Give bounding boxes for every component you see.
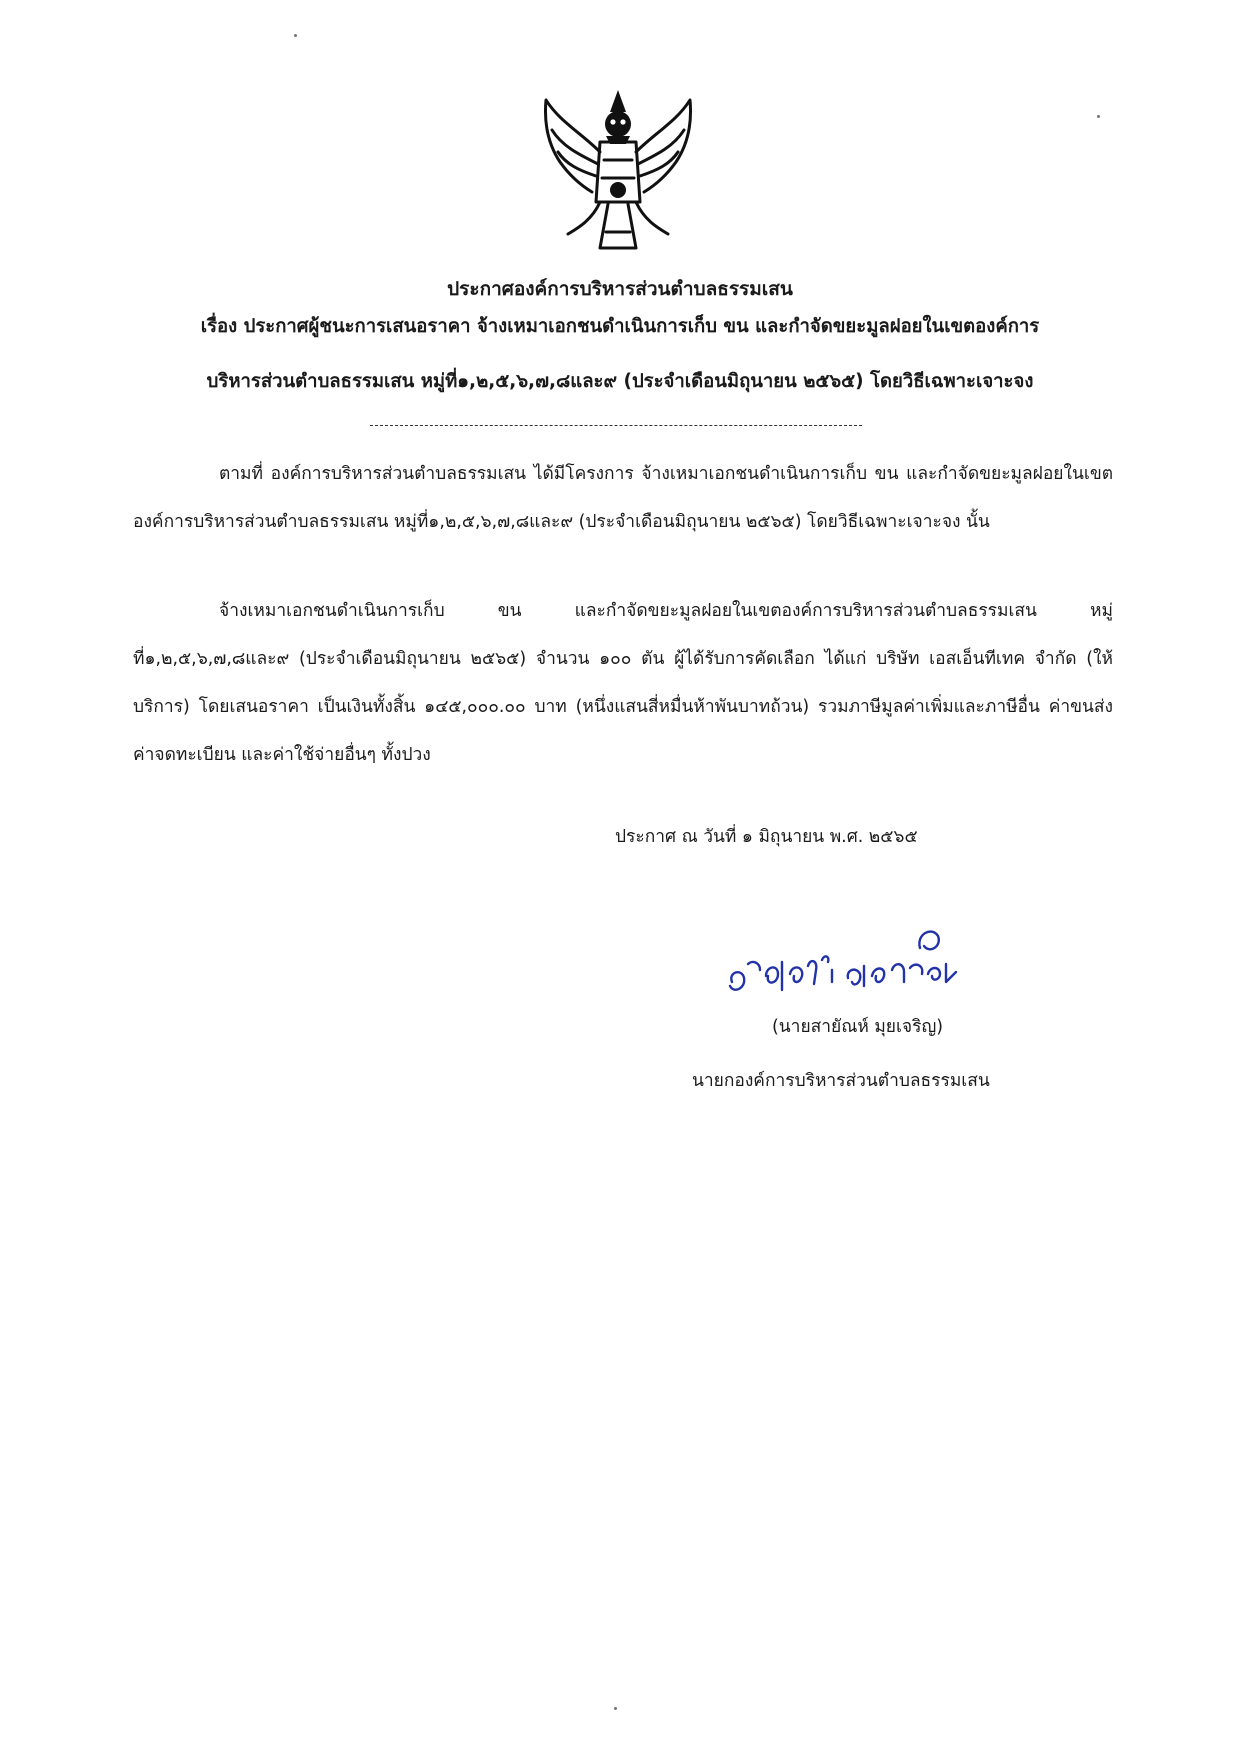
scan-speck (1097, 115, 1100, 118)
signer-name: (นายสายัณห์ มุยเจริญ) (772, 1017, 944, 1037)
subject-line-2: บริหารส่วนตำบลธรรมเสน หมู่ที่๑,๒,๕,๖,๗,๘และ๙ (ประจำเดือนมิถุนายน ๒๕๖๕) โดยวิธีเฉพาะเจาะจง (206, 371, 1034, 392)
paragraph-award: จ้างเหมาเอกชนดำเนินการเก็บ ขน และกำจัดขยะมูลฝอยในเขตองค์การบริหารส่วนตำบลธรรมเสน หมู่ที่๑,๒,๕,๖,๗,๘และ๙ (ประจำเดือนมิถุนายน ๒๕๖๕) จำนวน ๑๐๐ ตัน ผู้ได้รับการคัดเลือก ได้แก่ บริษัท เอสเอ็นทีเทค จำกัด (ให้บริการ) โดยเสนอราคา เป็นเงินทั้งสิ้น ๑๔๕,๐๐๐.๐๐ บาท (หนึ่งแสนสี่หมื่นห้าพันบาทถ้วน) รวมภาษีมูลค่าเพิ่มและภาษีอื่น ค่าขนส่ง ค่าจดทะเบียน และค่าใช้จ่ายอื่นๆ ทั้งปวง (133, 601, 1114, 765)
scan-speck (294, 34, 297, 37)
scan-speck (614, 1707, 617, 1710)
announcement-date: ประกาศ ณ วันที่ ๑ มิถุนายน พ.ศ. ๒๕๖๕ (615, 827, 918, 847)
handwritten-signature (720, 920, 995, 1012)
header-title: ประกาศองค์การบริหารส่วนตำบลธรรมเสน (447, 278, 793, 300)
paragraph-project: ตามที่ องค์การบริหารส่วนตำบลธรรมเสน ได้มีโครงการ จ้างเหมาเอกชนดำเนินการเก็บ ขน และกำจัดขยะมูลฝอยในเขตองค์การบริหารส่วนตำบลธรรมเสน หมู่ที่๑,๒,๕,๖,๗,๘และ๙ (ประจำเดือนมิถุนายน ๒๕๖๕) โดยวิธีเฉพาะเจาะจง นั้น (133, 464, 1113, 532)
signer-position: นายกองค์การบริหารส่วนตำบลธรรมเสน (692, 1071, 990, 1091)
subject-line-1: เรื่อง ประกาศผู้ชนะการเสนอราคา จ้างเหมาเอกชนดำเนินการเก็บ ขน และกำจัดขยะมูลฝอยในเขตองค์การ (200, 316, 1040, 337)
dashed-separator (370, 425, 862, 426)
garuda-emblem-icon (530, 82, 706, 258)
